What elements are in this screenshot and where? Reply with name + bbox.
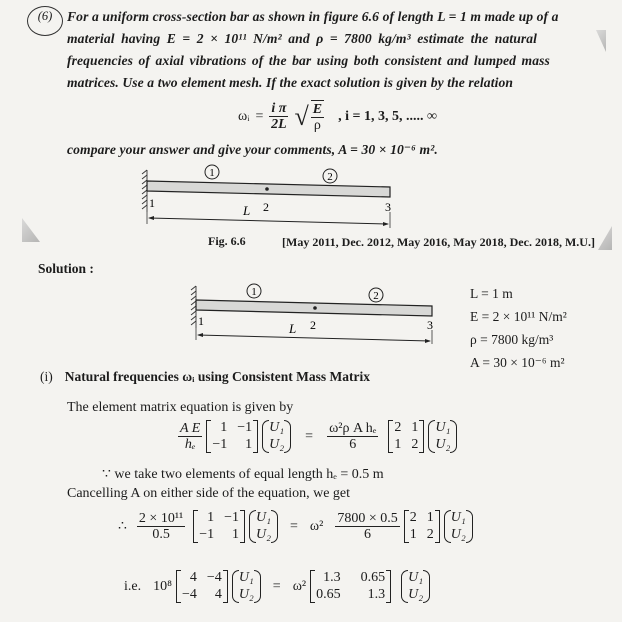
equals-sign: = [255, 108, 264, 124]
cell: 1 [409, 527, 417, 542]
omega-squared: ω² [309, 518, 324, 534]
numerator: i π [271, 101, 287, 116]
equals-sign: = [272, 578, 281, 594]
mass-matrix [310, 570, 391, 603]
cell: 2 [411, 437, 419, 452]
mass-coefficient [335, 511, 399, 542]
cell: 0.65 [316, 587, 341, 602]
sqrt-denominator: ρ [313, 118, 321, 133]
displacement-vector [249, 510, 278, 543]
exam-references: [May 2011, Dec. 2012, May 2016, May 2018, Dec. 2018, M.U.] [282, 235, 595, 249]
bar-diagram-icon [182, 280, 442, 345]
numerator: A E [180, 421, 201, 436]
svg-text:3: 3 [427, 318, 433, 332]
given-values [470, 282, 567, 374]
svg-text:1: 1 [209, 167, 215, 179]
cell: U₂ [238, 587, 254, 602]
displacement-vector [428, 420, 457, 453]
svg-text:1: 1 [198, 314, 204, 328]
element-matrix-equation [178, 420, 457, 453]
displacement-vector [444, 510, 473, 543]
scan-artifact [596, 30, 606, 52]
displacement-vector [232, 570, 261, 603]
scan-artifact [22, 218, 40, 242]
displacement-vector [262, 420, 291, 453]
displacement-vector [401, 570, 430, 603]
sqrt-numerator: E [312, 102, 323, 117]
section-number: (i) [40, 369, 53, 384]
denominator: 6 [364, 527, 372, 542]
fraction-E-over-rho [311, 100, 324, 133]
stiffness-matrix [193, 510, 245, 543]
index-range: , i = 1, 3, 5, ..... ∞ [338, 108, 437, 124]
fraction-i-pi-over-2L [269, 101, 288, 132]
cell: 4 [189, 570, 197, 585]
cell: U₁ [269, 420, 285, 435]
cell: 1 [232, 527, 240, 542]
figure-caption: Fig. 6.6 [208, 234, 246, 248]
svg-text:L: L [289, 321, 297, 336]
numerator: ω²ρ A hₑ [329, 421, 377, 436]
cell: −1 [199, 527, 215, 542]
cell: 1 [411, 420, 419, 435]
given-area: A = 30 × 10⁻⁶ m² [470, 355, 565, 370]
denominator: 2L [271, 117, 287, 132]
cell: −4 [206, 570, 222, 585]
cell: −1 [237, 420, 253, 435]
stiffness-matrix [206, 420, 258, 453]
cell: U₁ [256, 510, 272, 525]
mass-matrix [388, 420, 424, 453]
denominator: 0.5 [152, 527, 170, 542]
cell: U₁ [238, 570, 254, 585]
equals-sign: = [290, 518, 298, 534]
cell: U₂ [450, 527, 466, 542]
problem-line-1: For a uniform cross-section bar as shown in figure 6.6 of length L = 1 m made up of a [67, 9, 559, 24]
cell: 1 [426, 510, 434, 525]
therefore-icon: ∴ [118, 519, 127, 534]
svg-text:2: 2 [373, 290, 379, 302]
cell: 2 [426, 527, 434, 542]
ae-over-he [178, 421, 202, 452]
cell: 1.3 [367, 587, 386, 602]
cell: 1.3 [323, 570, 341, 585]
given-youngs-modulus: E = 2 × 10¹¹ N/m² [470, 309, 567, 324]
compare-line: compare your answer and give your comments, A = 30 × 10⁻⁶ m². [67, 142, 438, 157]
denominator: hₑ [184, 437, 196, 452]
problem-number [27, 6, 63, 36]
cell: 0.65 [360, 570, 386, 585]
cell: −4 [182, 587, 197, 602]
stiffness-coefficient [137, 511, 185, 542]
cancel-line: Cancelling A on either side of the equation, we get [67, 486, 351, 501]
given-density: ρ = 7800 kg/m³ [470, 332, 554, 347]
denominator: 6 [349, 437, 357, 452]
cell: U₂ [269, 437, 285, 452]
mass-matrix [404, 510, 440, 543]
omega-i: ωᵢ [238, 108, 250, 124]
problem-line-2: material having E = 2 × 10¹¹ N/m² and ρ = 7800 kg/m³ estimate the natural [67, 31, 538, 46]
intro-text: The element matrix equation is given by [67, 400, 294, 415]
ie-label: i.e. [124, 578, 142, 594]
problem-line-3: frequencies of axial vibrations of the bar using both consistent and lumped mass [67, 53, 550, 68]
problem-number-text: (6) [37, 9, 53, 23]
cell: U₂ [256, 527, 272, 542]
cell: U₁ [435, 420, 451, 435]
cell: 2 [409, 510, 417, 525]
cell: 1 [394, 437, 402, 452]
section-i-heading [40, 369, 370, 385]
cell: 1 [220, 420, 228, 435]
stiffness-matrix [176, 570, 228, 603]
cell: U₁ [408, 570, 424, 585]
substituted-equation [118, 510, 473, 543]
svg-text:2: 2 [327, 171, 333, 183]
cell: 1 [245, 437, 253, 452]
svg-text:L: L [243, 203, 251, 218]
simplified-equation [124, 570, 430, 603]
section-title: Natural frequencies ωᵢ using Consistent Mass Matrix [64, 369, 371, 384]
solution-figure [182, 280, 442, 345]
cell: 2 [394, 420, 402, 435]
cell: U₂ [435, 437, 451, 452]
figure-6-6 [135, 160, 405, 230]
equals-sign: = [305, 428, 314, 444]
numerator: 7800 × 0.5 [337, 511, 398, 526]
svg-text:2: 2 [310, 318, 316, 332]
cell: 4 [214, 587, 222, 602]
cell: U₂ [408, 587, 424, 602]
mass-coefficient [327, 421, 378, 452]
bar-diagram-icon [135, 160, 405, 230]
svg-text:3: 3 [385, 200, 391, 214]
problem-line-4: matrices. Use a two element mesh. If the exact solution is given by the relation [67, 75, 514, 90]
svg-text:2: 2 [263, 200, 269, 214]
numerator: 2 × 10¹¹ [138, 511, 184, 526]
given-length: L = 1 m [470, 286, 513, 301]
solution-heading: Solution : [38, 261, 94, 276]
cell: −1 [224, 510, 240, 525]
because-line: ∵ we take two elements of equal length hₑ = 0.5 m [102, 467, 384, 482]
exact-solution-formula [238, 100, 437, 133]
cell: U₁ [450, 510, 466, 525]
omega-squared: ω² [292, 578, 307, 594]
scale-coefficient: 10⁸ [153, 578, 172, 594]
svg-text:1: 1 [149, 196, 155, 210]
svg-text:1: 1 [251, 286, 257, 298]
sqrt-icon: √ [294, 101, 309, 131]
scan-artifact [598, 226, 612, 250]
cell: −1 [212, 437, 228, 452]
cell: 1 [207, 510, 215, 525]
